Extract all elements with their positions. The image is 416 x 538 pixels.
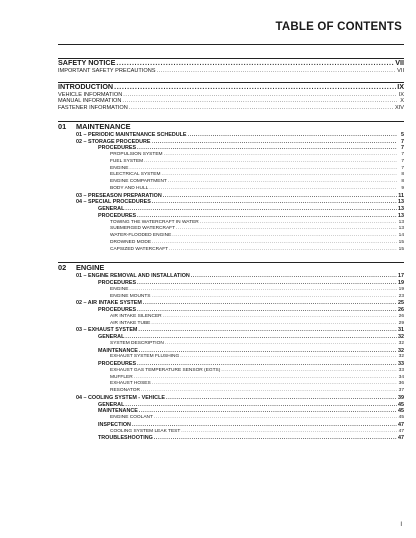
entry-title: MAINTENANCE — [98, 408, 138, 415]
toc-entry[interactable] — [58, 287, 404, 294]
dot-leader — [221, 368, 397, 375]
entry-page: 33 — [398, 361, 404, 368]
entry-page: 47 — [398, 435, 404, 442]
entry-title: MUFFLER — [110, 374, 133, 380]
entry-title: MANUAL INFORMATION — [58, 98, 122, 105]
toc-section-heading[interactable] — [58, 59, 404, 68]
toc-entry[interactable] — [58, 233, 404, 240]
entry-page: XIV — [394, 105, 404, 112]
toc-subsection[interactable] — [58, 145, 404, 152]
entry-title: EXHAUST SYSTEM FLUSHING — [110, 354, 180, 360]
toc-subsection[interactable] — [58, 348, 404, 355]
entry-title: PROCEDURES — [98, 145, 137, 152]
dot-leader — [168, 179, 397, 186]
entry-title: MAINTENANCE — [98, 347, 138, 354]
dot-leader — [152, 294, 397, 301]
toc-subsection[interactable] — [58, 280, 404, 287]
entry-title: EXHAUST HOSES — [110, 381, 151, 387]
entry-title: 04 – SPECIAL PROCEDURES — [76, 199, 151, 206]
dot-leader — [161, 172, 397, 179]
dot-leader — [172, 233, 397, 240]
entry-title: ELECTRICAL SYSTEM — [110, 172, 161, 178]
entry-page: 15 — [398, 239, 404, 245]
entry-page: 19 — [398, 286, 404, 292]
entry-page: 13 — [398, 199, 404, 206]
entry-title: EXHAUST GAS TEMPERATURE SENSOR (EGTS) — [110, 367, 221, 373]
entry-page: X — [400, 98, 404, 105]
page-number: I — [400, 522, 402, 528]
dot-leader — [191, 273, 397, 280]
dot-leader — [163, 314, 397, 321]
toc-subsection[interactable] — [58, 361, 404, 368]
dot-leader — [141, 388, 397, 395]
dot-leader — [152, 139, 398, 146]
entry-title: PROCEDURES — [98, 212, 137, 219]
spacer — [58, 75, 404, 82]
toc-subchapter[interactable] — [58, 273, 404, 280]
dot-leader — [122, 98, 397, 105]
toc-entry[interactable] — [58, 415, 404, 422]
entry-page: 45 — [398, 408, 404, 415]
dot-leader — [139, 408, 397, 415]
toc-subsection[interactable] — [58, 435, 404, 442]
toc-subchapter[interactable] — [58, 132, 404, 139]
entry-title: FASTENER INFORMATION — [58, 105, 128, 112]
entry-page: 9 — [401, 185, 404, 191]
dot-leader — [129, 105, 394, 112]
entry-title: DROWNED MODE — [110, 239, 152, 245]
entry-title: SUBMERGED WATERCRAFT — [110, 226, 176, 232]
toc-entry[interactable] — [58, 321, 404, 328]
toc-section-heading[interactable] — [58, 83, 404, 92]
dot-leader — [137, 361, 397, 368]
chapter-heading[interactable] — [58, 122, 404, 132]
entry-page: 32 — [398, 334, 404, 341]
toc-entry[interactable] — [58, 429, 404, 436]
entry-title: 02 – AIR INTAKE SYSTEM — [76, 300, 142, 307]
toc-section — [58, 58, 404, 75]
dot-leader — [180, 354, 397, 361]
dot-leader — [143, 300, 397, 307]
dot-leader — [125, 402, 397, 409]
entry-title: PROCEDURES — [98, 307, 137, 314]
dot-leader — [154, 415, 397, 422]
dot-leader — [166, 395, 397, 402]
entry-title: SAFETY NOTICE — [58, 59, 116, 67]
entry-page: 26 — [398, 307, 404, 314]
entry-page: VII — [395, 59, 404, 67]
entry-page: 7 — [401, 152, 404, 158]
chapter-number: 02 — [58, 263, 67, 273]
dot-leader — [114, 83, 396, 92]
dot-leader — [137, 307, 397, 314]
toc-subchapter[interactable] — [58, 300, 404, 307]
entry-page: IX — [397, 82, 404, 91]
dot-leader — [181, 429, 397, 436]
toc-entry[interactable] — [58, 381, 404, 388]
entry-page: 25 — [398, 300, 404, 307]
toc-subsection[interactable] — [58, 206, 404, 213]
entry-title: GENERAL — [98, 206, 125, 213]
toc-entry[interactable] — [58, 294, 404, 301]
toc-subsection[interactable] — [58, 408, 404, 415]
dot-leader — [176, 226, 397, 233]
dot-leader — [134, 375, 397, 382]
dot-leader — [129, 287, 397, 294]
entry-page: 13 — [398, 206, 404, 213]
entry-page: 47 — [398, 421, 404, 428]
dot-leader — [137, 280, 397, 287]
entry-page: VII — [397, 67, 404, 74]
dot-leader — [132, 422, 397, 429]
entry-title: 04 – COOLING SYSTEM - VEHICLE — [76, 394, 165, 401]
entry-page: 13 — [398, 219, 404, 225]
dot-leader — [144, 159, 397, 166]
dot-leader — [152, 199, 397, 206]
entry-title: GENERAL — [98, 401, 125, 408]
toc-subsection[interactable] — [58, 334, 404, 341]
dot-leader — [123, 92, 397, 99]
entry-title: ENGINE COOLANT — [110, 415, 153, 421]
toc-entry[interactable] — [58, 186, 404, 193]
entry-page: 7 — [401, 165, 404, 171]
dot-leader — [157, 68, 397, 75]
entry-title: PROCEDURES — [98, 361, 137, 368]
entry-title: ENGINE — [110, 286, 129, 292]
entry-title: 01 – ENGINE REMOVAL AND INSTALLATION — [76, 273, 190, 280]
entry-title: AIR INTAKE TUBE — [110, 320, 151, 326]
entry-page: 5 — [401, 131, 404, 138]
title-rule — [58, 44, 404, 45]
toc-entry[interactable] — [58, 314, 404, 321]
entry-page: 7 — [401, 158, 404, 164]
dot-leader — [152, 381, 397, 388]
toc-entry[interactable] — [58, 98, 404, 105]
entry-page: 17 — [398, 273, 404, 280]
toc-section — [58, 82, 404, 112]
entry-title: FUEL SYSTEM — [110, 158, 144, 164]
table-of-contents — [58, 58, 404, 442]
toc-subchapter[interactable] — [58, 327, 404, 334]
entry-title: WATER-FLOODED ENGINE — [110, 233, 172, 239]
entry-page: 32 — [398, 340, 404, 346]
entry-title: 01 – PERIODIC MAINTENANCE SCHEDULE — [76, 131, 187, 138]
toc-entry[interactable] — [58, 152, 404, 159]
entry-page: 8 — [401, 179, 404, 185]
toc-entry[interactable] — [58, 354, 404, 361]
entry-page: 11 — [398, 192, 404, 199]
toc-entry[interactable] — [58, 179, 404, 186]
toc-chapter — [58, 121, 404, 254]
entry-title: PROCEDURES — [98, 280, 137, 287]
entry-title: RESONATOR — [110, 388, 140, 394]
dot-leader — [125, 206, 397, 213]
dot-leader — [139, 348, 397, 355]
entry-title: ENGINE COMPARTMENT — [110, 179, 167, 185]
entry-title: TOWING THE WATERCRAFT IN WATER — [110, 219, 199, 225]
toc-entry[interactable] — [58, 166, 404, 173]
entry-title: 03 – PRESEASON PREPARATION — [76, 192, 162, 199]
entry-page: 7 — [401, 138, 404, 145]
entry-page: 33 — [398, 367, 404, 373]
entry-title: CAPSIZED WATERCRAFT — [110, 246, 169, 252]
entry-page: IX — [398, 91, 404, 98]
toc-entry[interactable] — [58, 388, 404, 395]
dot-leader — [169, 247, 397, 254]
entry-page: 7 — [401, 145, 404, 152]
dot-leader — [154, 435, 397, 442]
toc-entry[interactable] — [58, 105, 404, 112]
entry-title: COOLING SYSTEM LEAK TEST — [110, 428, 181, 434]
entry-page: 34 — [398, 374, 404, 380]
entry-title: SYSTEM DESCRIPTION — [110, 340, 164, 346]
entry-title: VEHICLE INFORMATION — [58, 91, 123, 98]
dot-leader — [137, 145, 397, 152]
toc-entry[interactable] — [58, 368, 404, 375]
toc-subchapter[interactable] — [58, 395, 404, 402]
dot-leader — [125, 334, 397, 341]
entry-page: 14 — [398, 233, 404, 239]
entry-page: 13 — [398, 226, 404, 232]
entry-title: INTRODUCTION — [58, 82, 114, 91]
toc-entry[interactable] — [58, 68, 404, 75]
entry-title: 02 – STORAGE PROCEDURE — [76, 138, 151, 145]
toc-entry[interactable] — [58, 341, 404, 348]
chapter-heading[interactable] — [58, 263, 404, 273]
toc-subchapter[interactable] — [58, 139, 404, 146]
entry-page: 8 — [401, 172, 404, 178]
toc-subsection[interactable] — [58, 422, 404, 429]
dot-leader — [151, 321, 397, 328]
entry-page: 26 — [398, 313, 404, 319]
dot-leader — [137, 213, 397, 220]
toc-chapter — [58, 262, 404, 442]
toc-entry[interactable] — [58, 220, 404, 227]
entry-page: 13 — [398, 212, 404, 219]
entry-title: BODY AND HULL — [110, 185, 149, 191]
toc-subsection[interactable] — [58, 307, 404, 314]
dot-leader — [188, 132, 397, 139]
entry-page: 23 — [398, 293, 404, 299]
toc-entry[interactable] — [58, 226, 404, 233]
toc-subchapter[interactable] — [58, 193, 404, 200]
entry-title: PROPULSION SYSTEM — [110, 152, 163, 158]
dot-leader — [138, 327, 397, 334]
dot-leader — [129, 166, 397, 173]
entry-page: 45 — [398, 401, 404, 408]
toc-subsection[interactable] — [58, 402, 404, 409]
toc-entry[interactable] — [58, 375, 404, 382]
dot-leader — [163, 193, 397, 200]
chapter-number: 01 — [58, 121, 67, 131]
spacer — [58, 112, 404, 121]
toc-entry[interactable] — [58, 247, 404, 254]
entry-page: 37 — [398, 388, 404, 394]
dot-leader — [116, 59, 394, 68]
toc-entry[interactable] — [58, 159, 404, 166]
entry-page: 19 — [398, 280, 404, 287]
page-title: TABLE OF CONTENTS — [275, 21, 402, 33]
entry-title: IMPORTANT SAFETY PRECAUTIONS — [58, 67, 156, 74]
entry-page: 36 — [398, 381, 404, 387]
dot-leader — [152, 240, 397, 247]
spacer — [58, 253, 404, 262]
dot-leader — [164, 152, 397, 159]
entry-title: ENGINE MOUNTS — [110, 293, 151, 299]
entry-page: 32 — [398, 347, 404, 354]
dot-leader — [149, 186, 397, 193]
entry-page: 45 — [398, 415, 404, 421]
toc-subsection[interactable] — [58, 213, 404, 220]
entry-title: 03 – EXHAUST SYSTEM — [76, 327, 138, 334]
chapter-title: MAINTENANCE — [76, 121, 131, 131]
toc-subchapter[interactable] — [58, 199, 404, 206]
toc-entry[interactable] — [58, 172, 404, 179]
toc-entry[interactable] — [58, 240, 404, 247]
chapter-title: ENGINE — [76, 263, 105, 273]
entry-title: TROUBLESHOOTING — [98, 435, 153, 442]
dot-leader — [200, 220, 397, 227]
entry-title: AIR INTAKE SILENCER — [110, 313, 162, 319]
entry-page: 15 — [398, 246, 404, 252]
toc-entry[interactable] — [58, 92, 404, 99]
entry-title: INSPECTION — [98, 421, 131, 428]
entry-page: 31 — [398, 327, 404, 334]
entry-title: ENGINE — [110, 165, 129, 171]
entry-page: 39 — [398, 394, 404, 401]
entry-title: GENERAL — [98, 334, 125, 341]
dot-leader — [165, 341, 397, 348]
entry-page: 47 — [398, 428, 404, 434]
entry-page: 29 — [398, 320, 404, 326]
entry-page: 32 — [398, 354, 404, 360]
